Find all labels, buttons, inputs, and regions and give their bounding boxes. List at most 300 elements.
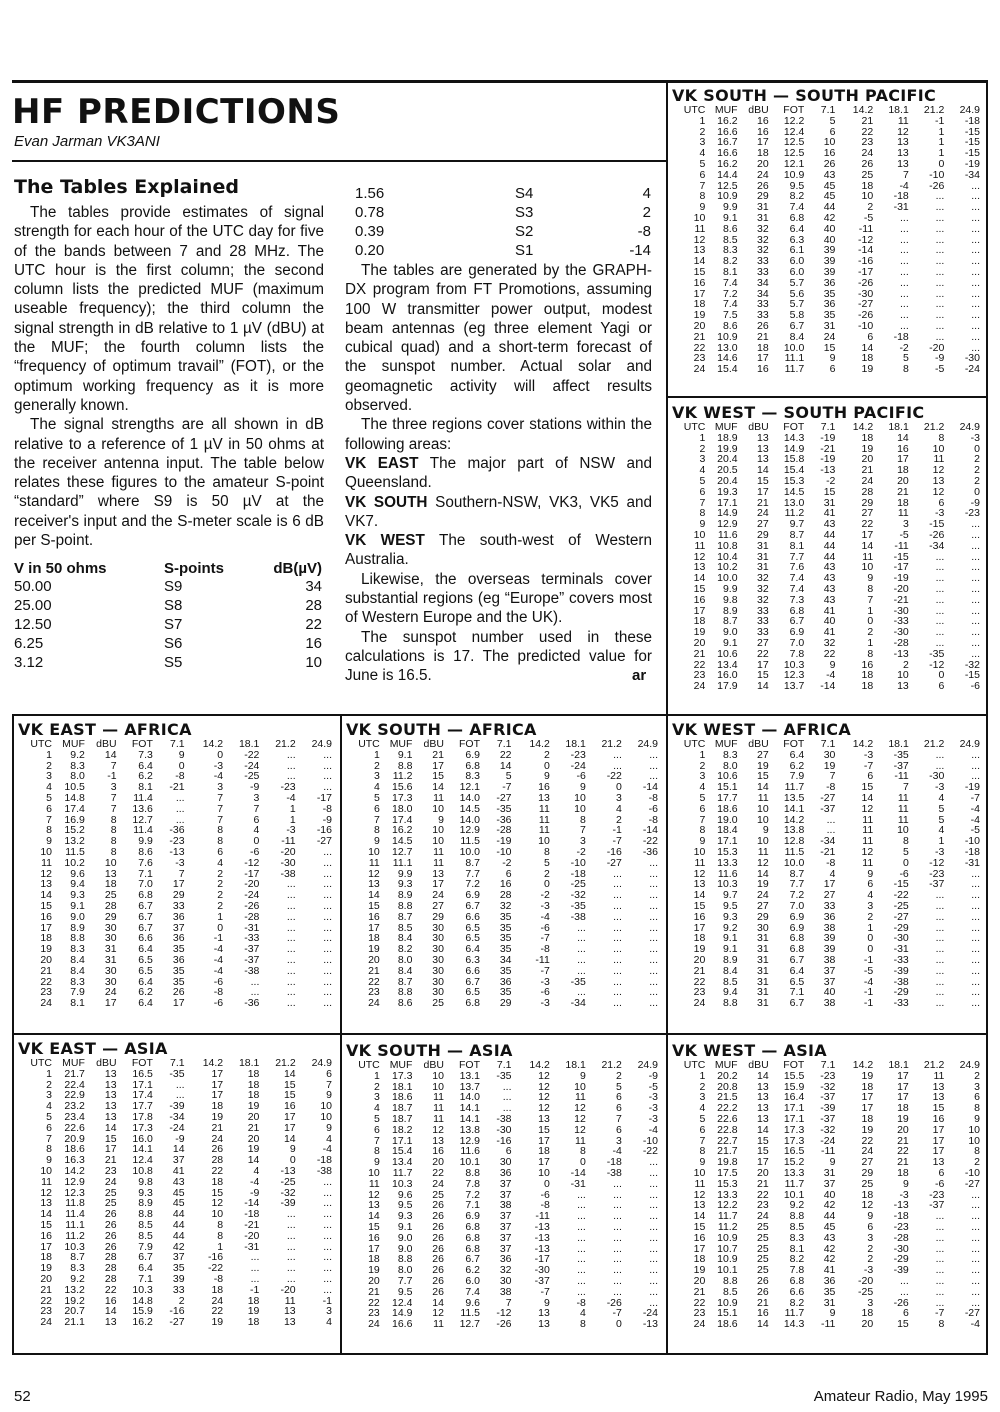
table-cell: 28 [499,890,512,901]
table-cell: 9.1 [70,900,85,912]
table-cell: 1 [938,137,945,149]
table-cell: 41 [172,1165,185,1177]
table-cell: 21 [693,331,706,343]
table-cell: -37 [893,760,909,772]
table-cell: 6.4 [789,223,805,235]
table-row [672,202,980,213]
table-cell: ... [613,749,622,761]
table-row [346,1103,658,1114]
table-cell: 11 [368,1178,380,1190]
table-row [346,847,658,858]
table-cell: ... [971,965,980,977]
table-cell: -13 [893,1200,909,1212]
table-row [18,771,332,782]
table-cell: 15.9 [132,1306,153,1318]
table-cell: 8.3 [70,760,85,772]
table-cell: -26 [496,1319,512,1330]
table-cell: 11 [862,551,874,563]
table-cell: -35 [496,803,512,815]
table-cell: 8.8 [397,760,413,772]
table-cell: 15.3 [717,1178,738,1190]
column-header: 14.2 [852,1060,874,1071]
table-cell: 14 [693,1211,706,1222]
table-cell: 22 [104,1284,117,1296]
table-cell: -30 [893,627,909,638]
table-cell: -37 [244,944,260,955]
table-cell: ... [971,1254,980,1266]
table-cell: 24 [861,1146,874,1158]
table-cell: 13 [538,792,550,804]
table-cell: -14 [642,825,658,837]
table-cell: -34 [820,836,836,847]
table-cell: 4 [829,868,836,880]
table-cell: 2 [46,760,52,772]
table-cell: 10 [823,137,836,149]
table-cell: -5 [863,965,874,977]
table-cell: 2 [867,1243,874,1255]
table-cell: ... [971,944,980,955]
table-cell: ... [649,922,658,934]
spoint-row [14,615,322,634]
table-cell: 5 [46,792,52,804]
table-cell: -15 [929,519,945,530]
column-header: 18.1 [888,422,909,433]
table-cell: 30 [432,933,444,945]
panel-title: VK WEST — SOUTH PACIFIC [672,403,925,422]
table-cell: ... [613,954,622,966]
table-row [346,804,658,815]
table-cell: ... [649,1297,658,1309]
table-cell: 6.3 [465,954,480,966]
table-cell: ... [971,223,980,235]
table-cell: 13 [757,443,769,455]
table-cell: 16 [932,1113,945,1125]
table-cell: ... [323,879,332,891]
table-row [18,1263,332,1274]
table-cell: 14.1 [132,1144,153,1156]
table-cell: -7 [863,760,874,772]
table-cell: 14 [104,1306,117,1318]
table-cell: ... [935,760,945,772]
table-cell: 4 [373,782,380,793]
table-cell: 7 [326,1079,332,1091]
table-cell: 20 [861,454,874,466]
table-cell: 25 [432,1189,444,1201]
grid-line [12,714,14,1355]
table-cell: 10 [574,803,586,815]
table-cell: 19 [247,1101,260,1112]
table-cell: 26 [757,1275,769,1287]
table-cell: 16.3 [64,1155,85,1166]
table-cell: ... [649,1178,658,1190]
table-cell: 6.2 [138,987,153,999]
table-cell: 44 [823,1211,836,1222]
table-row [672,660,980,671]
table-cell: 6 [699,803,706,815]
table-cell: 3 [110,782,117,793]
table-cell: ... [250,1273,260,1285]
table-cell: -1 [213,933,224,945]
table-cell: ... [613,944,622,955]
table-cell: 9.3 [722,911,738,923]
table-row [672,343,980,354]
column-header: UTC [358,739,380,750]
table-cell: ... [971,562,980,574]
column-header: 21.2 [275,739,296,750]
table-cell: 30 [499,1157,512,1168]
table-cell: 7 [902,169,909,181]
table-cell: 7 [580,825,586,837]
table-cell: 17 [211,1068,224,1080]
table-cell: -39 [169,1101,185,1112]
table-row [346,1276,658,1287]
table-cell: ... [935,900,945,912]
table-cell: ... [935,583,945,595]
table-cell: ... [286,900,296,912]
table-cell: 20 [897,1124,909,1136]
table-cell: ... [323,846,332,858]
table-cell: 2 [974,1070,980,1082]
table-cell: 7 [253,803,260,815]
table-cell: -13 [534,1243,550,1255]
table-cell: 30 [432,976,444,988]
table-cell: ... [613,965,622,977]
table-cell: 16.2 [132,1317,153,1328]
column-header: 24.9 [959,739,980,750]
table-cell: 18 [104,879,117,891]
table-cell: -21 [820,443,836,455]
table-cell: -20 [280,1284,296,1296]
table-cell: ... [649,1189,658,1201]
grid-line [666,714,668,1355]
table-cell: -12 [244,857,260,869]
table-row [672,944,980,955]
table-cell: ... [900,256,909,267]
table-cell: 24 [368,1319,380,1330]
table-row [18,1285,332,1296]
table-cell: 13 [40,1198,52,1210]
table-cell: -17 [858,266,874,278]
table-cell: -10 [496,846,512,858]
table-cell: 15 [538,1124,550,1136]
table-row [672,1082,980,1093]
table-row [672,159,980,170]
table-row [672,562,980,573]
table-cell: -1 [107,771,117,783]
table-cell: 35 [499,911,512,923]
table-cell: ... [649,1211,658,1222]
table-cell: 7 [505,1297,512,1309]
table-cell: 30 [104,922,117,934]
table-row [672,825,980,836]
table-row [672,444,980,455]
table-cell: 11 [897,792,909,804]
table-cell: 6 [326,1068,332,1080]
table-cell: 8.8 [397,987,413,999]
table-cell: 33 [757,627,769,638]
table-cell: ... [649,749,658,761]
table-cell: 11 [41,857,52,869]
table-cell: 8 [974,1146,980,1158]
table-cell: 6.0 [465,1275,480,1287]
table-row [672,1114,980,1125]
body-paragraph: The tables are generated by the GRAPH-DX program from FT Promotions, assuming 100 W transmitter power output, modest beam antennas (eg three element Yagi or cubical quad) and a short-term forecast of the sunspot number. Actual solar and geomagnetic activity will affect results observed. [345,262,652,415]
table-cell: ... [971,529,980,541]
table-cell: -6 [935,1178,945,1190]
table-cell: -4 [213,771,224,783]
table-cell: 29 [499,998,512,1009]
table-cell: ... [971,976,980,988]
column-header: 18.1 [565,739,586,750]
table-cell: -34 [964,169,980,181]
table-row [672,977,980,988]
table-cell: 11.2 [65,1230,85,1242]
table-row [672,901,980,912]
table-cell: 1 [699,1070,706,1082]
table-cell: 8.0 [70,771,85,783]
column-header: 7.1 [820,1060,836,1071]
table-cell: 36 [172,911,185,923]
table-cell: 7.8 [465,1178,480,1190]
table-cell: 10 [693,1167,706,1179]
table-cell: 31 [757,562,769,574]
table-cell: 13 [104,1090,117,1102]
table-cell: 0 [938,158,945,170]
table-cell: -16 [606,846,622,858]
table-cell: 41 [823,1265,836,1276]
table-cell: 6.7 [789,616,805,628]
table-cell: 10.9 [783,169,805,181]
table-cell: 21.5 [717,1092,738,1104]
table-row [672,213,980,224]
column-header: 18.1 [888,105,909,116]
table-row [18,966,332,977]
table-cell: 18 [211,1176,224,1188]
table-row [346,1179,658,1190]
table-cell: 14 [368,1211,380,1222]
table-cell: 10.1 [717,1265,738,1276]
table-cell: 14 [757,1319,769,1330]
table-cell: -9 [970,497,980,509]
table-cell: 11 [433,1103,444,1114]
table-cell: 13 [104,1317,117,1328]
table-cell: 11.7 [717,1211,738,1222]
table-cell: 21 [368,1286,380,1298]
panel-title: VK SOUTH — ASIA [346,1041,513,1060]
table-cell: 15.1 [717,1308,738,1320]
panel-title: VK SOUTH — SOUTH PACIFIC [672,86,937,105]
table-cell: -20 [280,846,296,858]
table-cell: -4 [970,1319,980,1330]
table-cell: 8.3 [465,771,480,783]
table-cell: 24 [861,475,874,487]
table-cell: 11.8 [65,1198,85,1210]
table-cell: -24 [820,1135,836,1147]
table-row [18,1209,332,1220]
table-cell: ... [649,911,658,923]
table-cell: 6.8 [789,1275,805,1287]
table-cell: 2 [217,890,224,901]
table-cell: 18 [861,353,874,365]
table-cell: 8 [580,1319,586,1330]
table-cell: 2 [217,879,224,891]
table-cell: ... [649,857,658,869]
table-cell: 7.7 [789,551,805,563]
table-cell: 17 [283,1111,296,1123]
table-row [18,1134,332,1145]
table-row [346,1244,658,1255]
table-row [672,584,980,595]
table-cell: -4 [612,1146,622,1158]
table-row [346,1082,658,1093]
table-cell: 37 [499,1243,512,1255]
table-cell: ... [649,890,658,901]
table-cell: 9 [867,573,874,584]
table-row [672,869,980,880]
table-cell: -8 [576,1297,586,1309]
table-cell: 7 [178,868,185,880]
column-header: MUF [714,1060,738,1071]
table-cell: 2 [699,443,706,455]
table-row [346,1308,658,1319]
table-cell: 9.0 [397,1243,413,1255]
table-cell: 8.1 [789,540,805,552]
table-cell: 0 [867,933,874,945]
table-cell: 9 [829,1308,836,1320]
table-cell: 8.0 [397,954,413,966]
table-cell: 11 [694,223,706,235]
table-row [18,1188,332,1199]
table-cell: 3 [867,900,874,912]
prediction-table [18,1058,332,1328]
table-cell: 6 [867,771,874,783]
table-cell: 5 [699,475,706,487]
table-cell: ... [649,965,658,977]
table-cell: -7 [935,1308,945,1320]
table-cell: 6.4 [138,1263,153,1274]
table-cell: 5 [616,1081,622,1093]
table-cell: 17 [932,1146,945,1158]
table-cell: -16 [858,256,874,267]
table-cell: 21 [897,1135,909,1147]
table-row [346,933,658,944]
table-cell: 31 [823,320,836,332]
table-cell: -22 [642,1146,658,1158]
table-cell: 10 [320,1111,332,1123]
table-row [346,1114,658,1125]
table-cell: 9.5 [722,900,738,912]
table-cell: 39 [172,1273,185,1285]
spoint-cell: 0.39 [355,223,385,240]
table-row [672,1254,980,1265]
spoint-cell: 34 [305,578,322,595]
table-cell: 11 [694,857,706,869]
table-cell: 23 [861,137,874,149]
table-cell: 10.5 [64,782,85,793]
table-cell: -3 [935,846,945,858]
table-cell: ... [649,1275,658,1287]
table-cell: 3 [616,1135,622,1147]
table-row [672,1146,980,1157]
end-mark: ar [632,667,647,684]
table-cell: 24 [40,998,52,1009]
table-cell: 19.3 [717,486,738,498]
table-cell: 7.0 [789,900,805,912]
table-row [672,1298,980,1309]
table-cell: 9.9 [722,583,738,595]
table-cell: ... [323,1263,332,1274]
table-cell: 10 [861,191,874,203]
table-cell: 22.6 [717,1113,738,1125]
table-row [18,750,332,761]
table-cell: 9.7 [789,519,805,530]
table-cell: 8.7 [397,976,413,988]
table-cell: 10 [40,1165,52,1177]
table-cell: 14.5 [459,803,480,815]
table-cell: 21 [693,648,706,660]
table-cell: -38 [893,976,909,988]
table-cell: -11 [858,223,874,235]
table-cell: 15 [104,1133,117,1145]
table-cell: 17.3 [132,1122,153,1134]
table-cell: 20.5 [717,465,738,476]
table-cell: ... [900,1275,909,1287]
table-cell: 1 [938,126,945,138]
table-cell: 19 [861,364,874,375]
table-cell: -20 [244,879,260,891]
byline: Evan Jarman VK3ANI [14,133,160,150]
table-cell: 25 [757,1254,769,1266]
spoint-cell: S1 [515,242,534,259]
table-cell: 15.2 [64,825,85,837]
table-cell: 6.0 [789,266,805,278]
table-cell: 27 [861,508,874,520]
table-cell: -38 [496,1113,512,1125]
table-cell: 4 [253,1165,260,1177]
table-row [672,310,980,321]
table-cell: ... [577,1243,586,1255]
table-cell: 2 [974,465,980,476]
table-row [18,825,332,836]
table-cell: ... [900,288,909,300]
table-cell: -26 [929,529,945,541]
table-row [18,847,332,858]
table-cell: -28 [893,637,909,649]
column-header: 24.9 [959,422,980,433]
table-cell: 17 [823,879,836,891]
table-cell: 15 [693,900,706,912]
table-cell: 37 [823,976,836,988]
table-cell: 17.7 [132,1101,153,1112]
table-cell: 7.7 [789,879,805,891]
table-cell: -24 [169,1122,185,1134]
table-cell: 20.7 [64,1306,85,1318]
table-cell: ... [286,1252,296,1264]
table-cell: -3 [286,825,296,837]
spoint-cell: -8 [637,223,651,240]
table-cell: 9 [543,771,550,783]
table-cell: 15 [757,475,769,487]
column-header: dBU [748,1060,769,1071]
table-cell: -4 [322,1144,332,1156]
table-cell: 7.4 [465,1286,480,1298]
table-row [672,541,980,552]
table-cell: 8 [543,846,550,858]
table-cell: 24 [693,681,706,692]
body-paragraph: The three regions cover stations within the following areas: [345,416,652,453]
table-cell: ... [649,1232,658,1244]
table-cell: ... [935,890,945,901]
